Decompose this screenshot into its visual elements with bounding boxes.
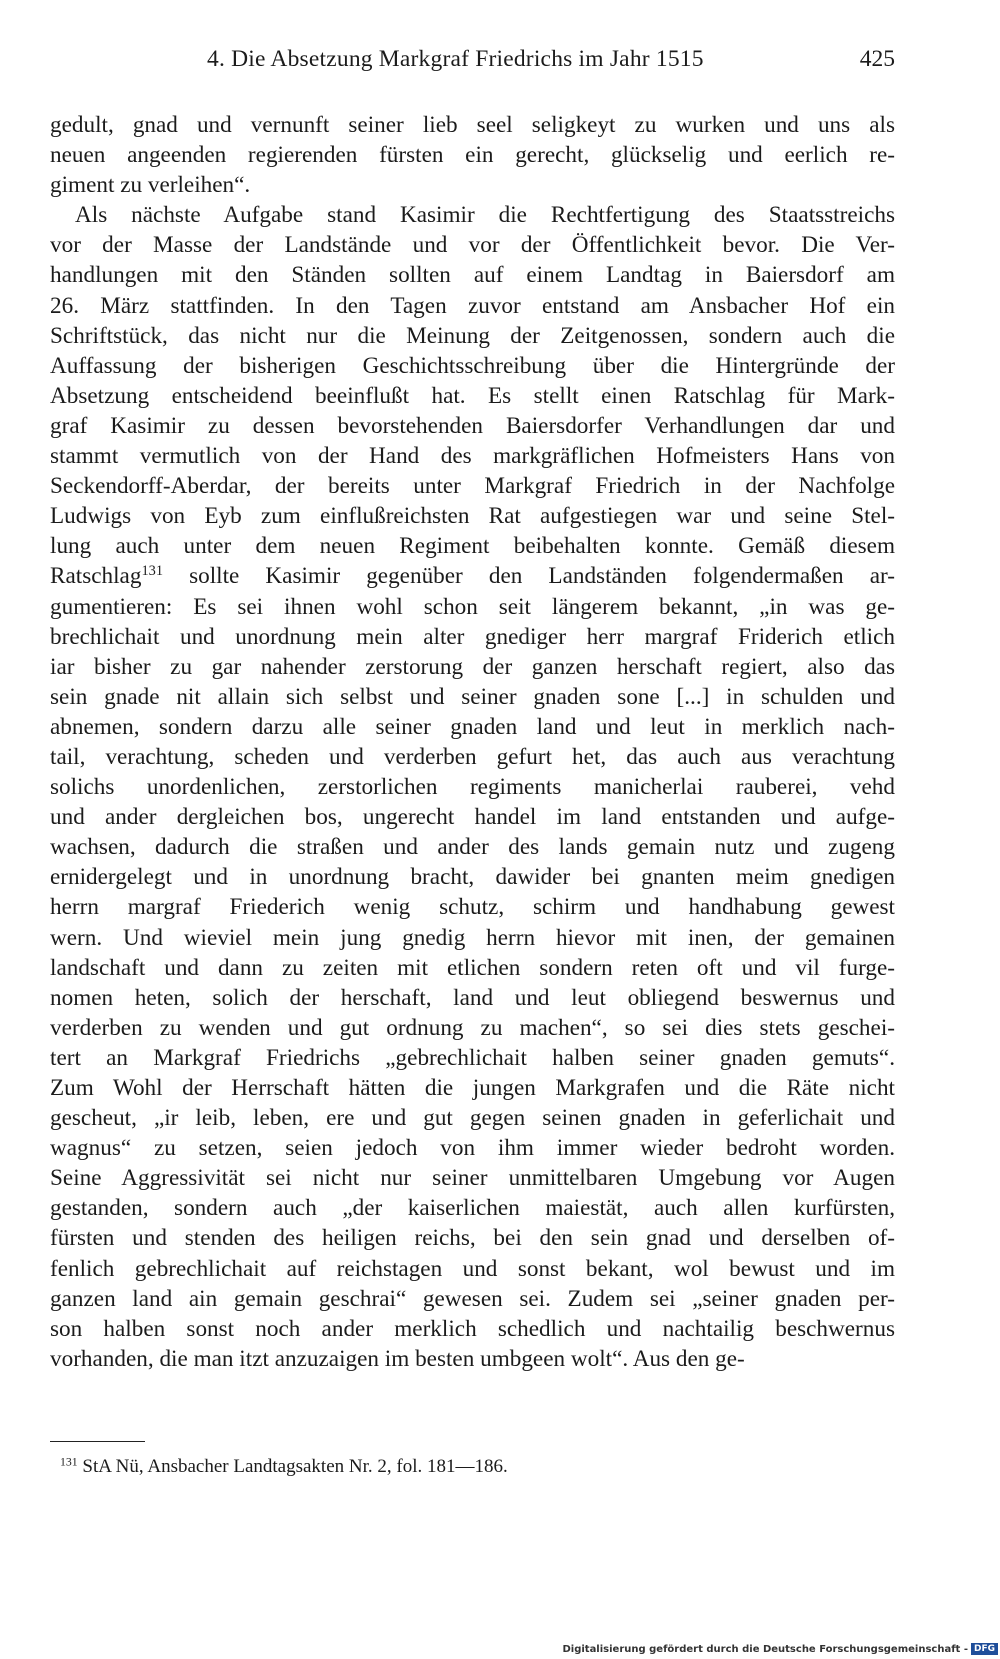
text-line: Als nächste Aufgabe stand Kasimir die Rechtfertigung des Staatsstreichs <box>75 202 895 229</box>
text-line: neuen angeenden regierenden fürsten ein gerecht, glückselig und eerlich re- <box>50 142 895 169</box>
text-line: Ludwigs von Eyb zum einflußreichsten Rat aufgestiegen war und seine Stel- <box>50 503 895 530</box>
text-line: abnemen, sondern darzu alle seiner gnaden land und leut in merklich nach- <box>50 713 895 740</box>
footnote-number: 131 <box>60 1455 78 1469</box>
text-line: vor der Masse der Landstände und vor der Öffentlichkeit bevor. Die Ver- <box>50 232 895 259</box>
text-line: ernidergelegt und in unordnung bracht, dawider bei gnanten meim gnedigen <box>50 864 895 891</box>
text-line: fürsten und stenden des heiligen reichs, bei den sein gnad und derselben of- <box>50 1225 895 1252</box>
text-line <box>50 561 895 591</box>
text-line: son halben sonst noch ander merklich schedlich und nachtailig beschwernus <box>50 1315 895 1342</box>
text-line: graf Kasimir zu dessen bevorstehenden Baiersdorfer Verhandlungen dar und <box>50 412 895 439</box>
dfg-logo: DFG <box>971 1643 998 1655</box>
text-line: solichs unordenlichen, zerstorlichen regiments manicherlai rauberei, vehd <box>50 774 895 801</box>
footnote-divider <box>50 1441 145 1442</box>
text-line: ganzen land ain gemain geschrai“ gewesen sei. Zudem sei „seiner gnaden per- <box>50 1285 895 1312</box>
page-number: 425 <box>859 46 895 72</box>
text-line: gumentieren: Es sei ihnen wohl schon seit längerem bekannt, „in was ge- <box>50 593 895 620</box>
text-line: Zum Wohl der Herrschaft hätten die jungen Markgrafen und die Räte nicht <box>50 1075 895 1101</box>
text-line: brechlichait und unordnung mein alter gnediger herr margraf Friderich etlich <box>50 623 895 650</box>
digitization-credit <box>562 1643 998 1655</box>
text-line: giment zu verleihen“. <box>50 172 251 199</box>
text-line: tert an Markgraf Friedrichs „gebrechlichait halben seiner gnaden gemuts“. <box>50 1044 895 1071</box>
text-line: gedult, gnad und vernunft seiner lieb seel seligkeyt zu wurken und uns als <box>50 112 895 138</box>
footnote-reference: 131 <box>141 563 163 580</box>
text-line: wachsen, dadurch die straßen und ander des lands gemain nutz und zugeng <box>50 834 895 861</box>
text-line: verderben zu wenden und gut ordnung zu machen“, so sei dies stets geschei- <box>50 1014 895 1041</box>
text-line: nomen heten, solich der herschaft, land und leut obliegend beswernus und <box>50 984 895 1011</box>
text-fragment: sollte Kasimir gegenüber den Landständen folgendermaßen ar- <box>163 563 895 590</box>
text-line: Seine Aggressivität sei nicht nur seiner unmittelbaren Umgebung vor Augen <box>50 1165 895 1192</box>
text-line: und ander dergleichen bos, ungerecht handel im land entstanden und aufge- <box>50 804 895 831</box>
footnote-text: StA Nü, Ansbacher Landtagsakten Nr. 2, fol. 181—186. <box>77 1456 508 1477</box>
text-line: handlungen mit den Ständen sollten auf einem Landtag in Baiersdorf am <box>50 262 895 289</box>
body-text <box>50 110 895 1374</box>
text-line: sein gnade nit allain sich selbst und seiner gnaden sone [...] in schulden und <box>50 683 895 710</box>
text-fragment: Ratschlag <box>50 563 142 590</box>
text-line: lung auch unter dem neuen Regiment beibehalten konnte. Gemäß diesem <box>50 533 895 560</box>
text-line: iar bisher zu gar nahender zerstorung der ganzen herschaft regiert, also das <box>50 653 895 680</box>
text-line: gestanden, sondern auch „der kaiserlichen maiestät, auch allen kurfürsten, <box>50 1195 895 1222</box>
text-line: landschaft und dann zu zeiten mit etlichen sondern reten oft und vil furge- <box>50 954 895 981</box>
footnote-131 <box>60 1456 508 1478</box>
text-line: Auffassung der bisherigen Geschichtsschreibung über die Hintergründe der <box>50 352 895 379</box>
text-line: stammt vermutlich von der Hand des markgräflichen Hofmeisters Hans von <box>50 443 895 470</box>
text-line: vorhanden, die man itzt anzuzaigen im besten umbgeen wolt“. Aus den ge- <box>50 1345 745 1372</box>
text-line: Absetzung entscheidend beeinflußt hat. Es stellt einen Ratschlag für Mark- <box>50 382 895 409</box>
text-line: tail, verachtung, scheden und verderben gefurt het, das auch aus verachtung <box>50 743 895 770</box>
credit-text: Digitalisierung gefördert durch die Deutsche Forschungsgemeinschaft - <box>562 1644 968 1655</box>
text-line: fenlich gebrechlichait auf reichstagen und sonst bekant, wol bewust und im <box>50 1255 895 1282</box>
text-line: wern. Und wieviel mein jung gnedig herrn hievor mit inen, der gemainen <box>50 924 895 951</box>
text-line: herrn margraf Friederich wenig schutz, schirm und handhabung gewest <box>50 894 895 921</box>
text-line: Schriftstück, das nicht nur die Meinung der Zeitgenossen, sondern auch die <box>50 322 895 349</box>
text-line: wagnus“ zu setzen, seien jedoch von ihm immer wieder bedroht worden. <box>50 1135 895 1162</box>
text-line: 26. März stattfinden. In den Tagen zuvor entstand am Ansbacher Hof ein <box>50 292 895 319</box>
running-head-title: 4. Die Absetzung Markgraf Friedrichs im Jahr 1515 <box>207 46 704 72</box>
text-line: gescheut, „ir leib, leben, ere und gut gegen seinen gnaden in geferlichait und <box>50 1105 895 1132</box>
text-line: Seckendorff-Aberdar, der bereits unter Markgraf Friedrich in der Nachfolge <box>50 473 895 500</box>
running-header <box>50 46 895 86</box>
